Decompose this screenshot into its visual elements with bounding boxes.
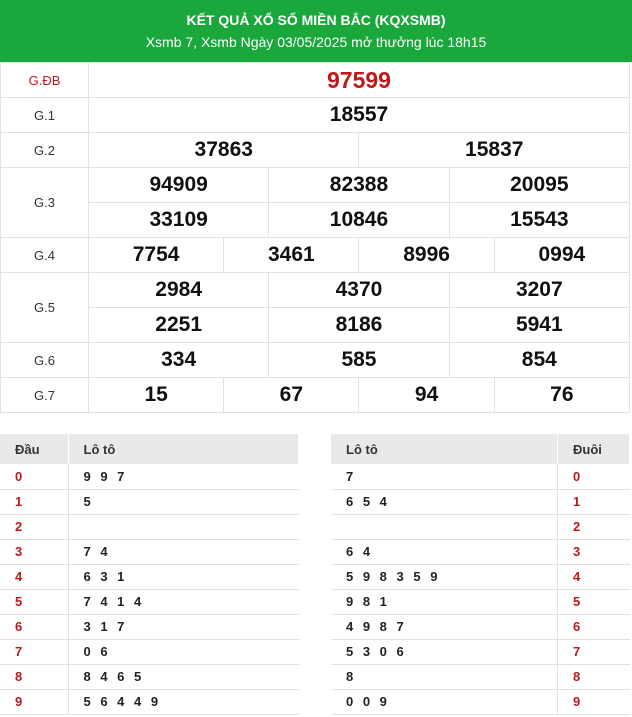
table-row — [331, 664, 630, 689]
table-row — [0, 589, 299, 614]
prize-label: G.2 — [1, 133, 89, 168]
dau-header: Đầu — [0, 434, 68, 464]
prize-number: 15543 — [510, 208, 569, 231]
page-subtitle: Xsmb 7, Xsmb Ngày 03/05/2025 mở thưởng lúc 18h15 — [145, 34, 487, 50]
prize-label: G.1 — [1, 98, 89, 133]
loto-cell: 4 9 8 7 — [331, 614, 558, 639]
loto-cell: 5 6 4 4 9 — [68, 689, 299, 714]
table-row — [0, 464, 299, 489]
table-row — [0, 614, 299, 639]
loto-cell: 5 3 0 6 — [331, 639, 558, 664]
page-title: KẾT QUẢ XỔ SỐ MIỀN BẮC (KQXSMB) — [186, 12, 446, 28]
loto-cell: 5 — [68, 489, 299, 514]
prize-label: G.6 — [1, 343, 89, 378]
table-row — [331, 539, 630, 564]
prize-number: 7754 — [132, 243, 180, 266]
loto-cell: 5 9 8 3 5 9 — [331, 564, 558, 589]
digit-key-cell: 6 — [0, 614, 68, 639]
loto-cell: 8 — [331, 664, 558, 689]
loto-cell: 0 6 — [68, 639, 299, 664]
digit-key-cell: 9 — [0, 689, 68, 714]
table-row — [0, 489, 299, 514]
prize-label: G.3 — [1, 168, 89, 238]
prize-row-g3 — [1, 168, 630, 203]
loto-cell: 7 4 — [68, 539, 299, 564]
loto-cell: 6 4 — [331, 539, 558, 564]
digit-key-cell: 2 — [558, 514, 630, 539]
prize-row-g1 — [1, 98, 630, 133]
prize-number: 33109 — [149, 208, 208, 231]
loto-cell: 7 — [331, 464, 558, 489]
digit-key-cell: 2 — [0, 514, 68, 539]
prize-label: G.4 — [1, 238, 89, 273]
prize-number: 37863 — [194, 138, 253, 161]
table-row — [0, 689, 299, 714]
loto-cell: 6 3 1 — [68, 564, 299, 589]
digit-key-cell: 3 — [558, 539, 630, 564]
prize-row-g2 — [1, 133, 630, 168]
digit-key-cell: 3 — [0, 539, 68, 564]
prize-number: 97599 — [327, 66, 391, 93]
table-row — [331, 514, 630, 539]
prize-number: 854 — [521, 348, 557, 371]
digit-key-cell: 6 — [558, 614, 630, 639]
prize-number: 76 — [550, 383, 574, 406]
loto-cell: 0 0 9 — [331, 689, 558, 714]
digit-key-cell: 7 — [0, 639, 68, 664]
table-row — [0, 664, 299, 689]
loto-cell: 7 4 1 4 — [68, 589, 299, 614]
digit-key-cell: 7 — [558, 639, 630, 664]
duoi-header: Đuôi — [558, 434, 630, 464]
digit-key-cell: 4 — [0, 564, 68, 589]
prize-row-g4 — [1, 238, 630, 273]
prize-number: 2251 — [155, 313, 203, 336]
loto-header: Lô tô — [68, 434, 299, 464]
digit-key-cell: 0 — [0, 464, 68, 489]
digit-key-cell: 8 — [558, 664, 630, 689]
prize-number: 94909 — [149, 173, 208, 196]
digit-key-cell: 5 — [558, 589, 630, 614]
digit-key-cell: 1 — [558, 489, 630, 514]
prize-number: 585 — [341, 348, 377, 371]
prize-number: 94 — [414, 383, 439, 406]
digit-key-cell: 4 — [558, 564, 630, 589]
digit-key-cell: 1 — [0, 489, 68, 514]
loto-cell: 6 5 4 — [331, 489, 558, 514]
prize-number: 5941 — [515, 313, 563, 336]
prize-number: 67 — [279, 383, 304, 406]
prize-number: 82388 — [329, 173, 389, 196]
results-table — [0, 62, 630, 413]
prize-number: 2984 — [155, 278, 203, 301]
duoi-table — [331, 434, 630, 715]
table-row — [331, 689, 630, 714]
prize-number: 10846 — [329, 208, 389, 231]
loto-cell: 8 4 6 5 — [68, 664, 299, 689]
table-row — [331, 564, 630, 589]
prize-number: 18557 — [329, 103, 389, 126]
prize-row-g5b — [1, 308, 630, 343]
prize-row-db — [1, 63, 630, 98]
prize-label: G.5 — [1, 273, 89, 343]
digit-key-cell: 5 — [0, 589, 68, 614]
prize-number: 334 — [161, 348, 197, 371]
loto-cell: 3 1 7 — [68, 614, 299, 639]
table-row — [0, 539, 299, 564]
table-row — [0, 564, 299, 589]
prize-label: G.7 — [1, 378, 89, 413]
table-row — [331, 614, 630, 639]
digit-key-cell: 8 — [0, 664, 68, 689]
table-row — [0, 514, 299, 539]
table-row — [331, 489, 630, 514]
dau-table — [0, 434, 299, 715]
prize-number: 20095 — [510, 173, 569, 196]
loto-cell: 9 8 1 — [331, 589, 558, 614]
prize-number: 15837 — [465, 138, 524, 161]
loto-cell — [331, 514, 558, 539]
digit-key-cell: 0 — [558, 464, 630, 489]
results-header — [0, 0, 632, 62]
loto-cell — [68, 514, 299, 539]
table-row — [331, 464, 630, 489]
prize-number: 3461 — [267, 243, 315, 266]
prize-label: G.ĐB — [1, 63, 89, 98]
prize-row-g3b — [1, 203, 630, 238]
prize-row-g6 — [1, 343, 630, 378]
table-row — [331, 589, 630, 614]
prize-number: 4370 — [335, 278, 383, 301]
prize-number: 15 — [144, 383, 168, 406]
prize-number: 8186 — [335, 313, 383, 336]
prize-number: 0994 — [538, 243, 586, 266]
table-row — [0, 639, 299, 664]
prize-row-g7 — [1, 378, 630, 413]
prize-row-g5 — [1, 273, 630, 308]
table-row — [331, 639, 630, 664]
prize-number: 8996 — [403, 243, 450, 266]
loto-header: Lô tô — [331, 434, 558, 464]
loto-cell: 9 9 7 — [68, 464, 299, 489]
digit-key-cell: 9 — [558, 689, 630, 714]
prize-number: 3207 — [515, 278, 563, 301]
